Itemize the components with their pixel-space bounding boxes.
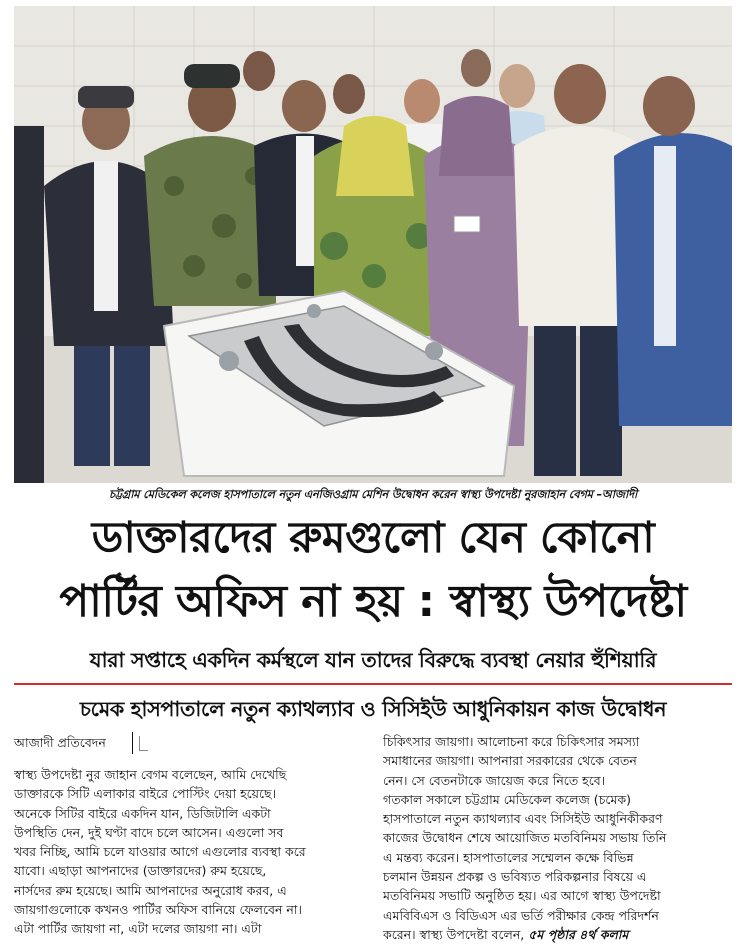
article-last-line <box>383 925 732 944</box>
continuation-jump[interactable]: ৫ম পৃষ্ঠার ৪র্থ কলাম <box>528 926 629 942</box>
article-line: যাবো। এছাড়া আপনাদের (ডাক্তারদের) রুম হয়েছে, <box>14 863 267 879</box>
article-line: কাজের উদ্বোধন শেষে আয়োজিত মতবিনিময় সভায় তিনি <box>383 830 667 846</box>
article-line: হাসপাতালে নতুন ক্যাথল্যাব এবং সিসিইউ আধুনিকীকরণ <box>383 811 663 827</box>
article-line: চিকিৎসার জায়গা। আলোচনা করে চিকিৎসার সমস্যা <box>383 734 640 749</box>
subheadline-second: চমেক হাসপাতালে নতুন ক্যাথল্যাব ও সিসিইউ আধুনিকায়ন কাজ উদ্বোধন <box>79 697 667 721</box>
headline-line-2: পার্টির অফিস না হয় : স্বাস্থ্য উপদেষ্টা <box>59 576 687 627</box>
article-line: জায়গাগুলোকে কখনও পার্টির অফিস বানিয়ে ফেলবেন না। <box>14 902 302 918</box>
article-line: নার্সদের রুম হয়েছে। আমি আপনাদের অনুরোধ করব, এ <box>14 882 287 898</box>
news-photo <box>14 6 732 483</box>
photo-illustration <box>14 6 732 483</box>
article-last-text: করেন। স্বাস্থ্য উপদেষ্টা বলেন, <box>383 926 525 942</box>
byline <box>14 732 148 754</box>
article-line: মতবিনিময় সভাটি অনুষ্ঠিত হয়। এর আগে স্বাস্থ্য উপদেষ্টা <box>383 888 661 904</box>
article-line: চলমান উন্নয়ন প্রকল্প ও ভবিষ্যত পরিকল্পনার বিষয়ে এ <box>383 869 647 885</box>
article-line: ডাক্তারকে সিটি এলাকার বাইরে পোস্টিং দেয়া হয়েছে। <box>14 786 277 802</box>
article-line: সমাধানের জায়গা। আপনারা সরকারের থেকে বেতন <box>383 753 637 769</box>
article-column-right <box>383 732 732 944</box>
article-line: গতকাল সকালে চট্টগ্রাম মেডিকেল কলেজ (চমেক) <box>383 791 631 807</box>
byline-text: আজাদী প্রতিবেদন <box>14 732 133 754</box>
article-line: স্বাস্থ্য উপদেষ্টা নুর জাহান বেগম বলেছেন, আমি দেখেছি <box>14 767 287 782</box>
article-line: এমবিবিএস ও বিডিএস এর ভর্তি পরীক্ষার কেন্দ্র পরিদর্শন <box>383 907 659 923</box>
article-line: উপস্থিতি দেন, দুই ঘণ্টা বাদে চলে আসেন। এগুলো সব <box>14 824 284 840</box>
article-line: এ মন্তব্য করেন। হাসপাতালের সম্মেলন কক্ষে বিভিন্ন <box>383 849 634 865</box>
article-line: নেন। সে বেতনটাকে জায়েজ করে নিতে হবে। <box>383 772 606 788</box>
headline-line-1: ডাক্তারদের রুমগুলো যেন কোনো <box>91 513 655 563</box>
red-divider <box>14 683 732 685</box>
subheadline-first: যারা সপ্তাহে একদিন কর্মস্থলে যান তাদের বিরুদ্ধে ব্যবস্থা নেয়ার হুঁশিয়ারি <box>89 648 657 672</box>
article-column-left <box>14 765 366 939</box>
photo-caption: চট্টগ্রাম মেডিকেল কলেজ হাসপাতালে নতুন এনজিওগ্রাম মেশিন উদ্বোধন করেন স্বাস্থ্য উপদেষ্টা নুরজাহান বেগম –আজাদী <box>108 488 638 501</box>
article-line: এটা পার্টির জায়গা না, এটা দলের জায়গা না। এটা <box>14 921 262 937</box>
byline-corner-mark <box>139 736 148 751</box>
article-line: খবর নিচ্ছি, আমি চলে যাওয়ার আগে এগুলোর ব্যবস্থা করে <box>14 844 306 860</box>
article-line: অনেকে সিটির বাইরে একদিন যান, ডিজিটালি একটা <box>14 805 271 821</box>
